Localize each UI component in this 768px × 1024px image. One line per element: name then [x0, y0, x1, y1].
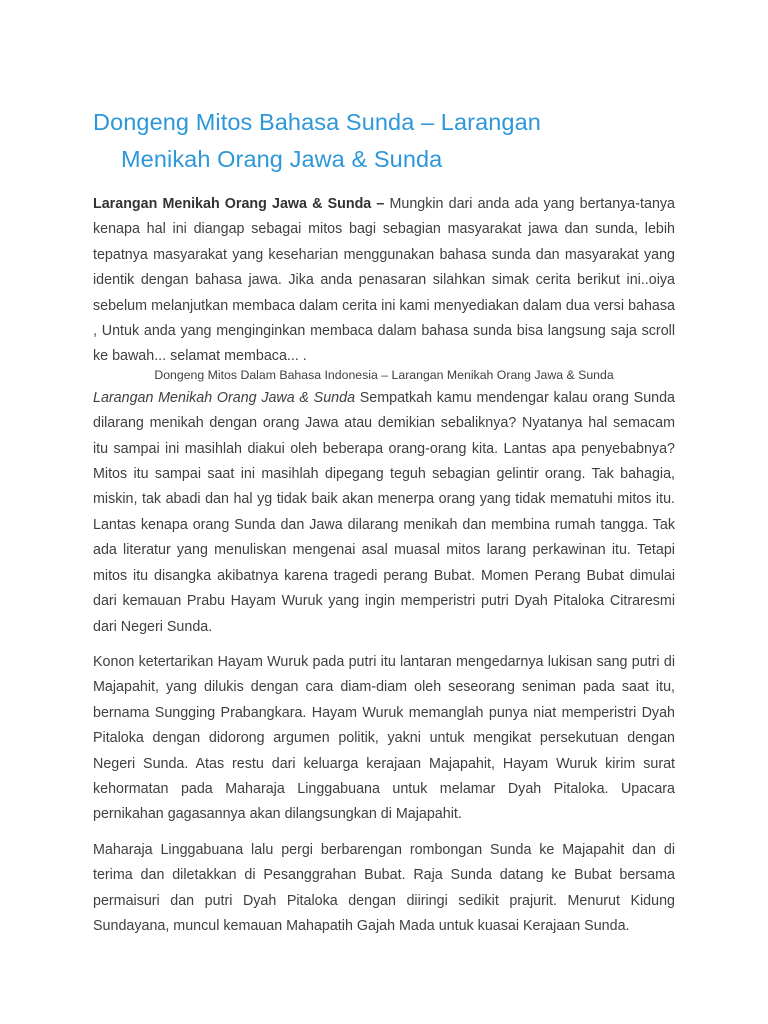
paragraph-3: Maharaja Linggabuana lalu pergi berbarengan rombongan Sunda ke Majapahit dan di terima dan diletakkan di Pesanggrahan Bubat. Raja Sunda datang ke Bubat bersama permaisuri dan putri Dyah Pitaloka dengan diiringi sedikit prajurit. Menurut Kidung Sundayana, muncul kemauan Mahapatih Gajah Mada untuk kuasai Kerajaan Sunda.: [93, 841, 675, 934]
paragraph-1: [93, 386, 675, 640]
title-line-1: Dongeng Mitos Bahasa Sunda – Larangan: [93, 109, 541, 135]
paragraph-1-text: Sempatkah kamu mendengar kalau orang Sunda dilarang menikah dengan orang Jawa atau demikian sebaliknya? Nyatanya hal semacam itu sampai ini masihlah diakui oleh beberapa orang-orang kita. Lantas apa penyebabnya? Mitos itu sampai saat ini masihlah dipegang teguh sebagian gelintir orang. Tak bahagia, miskin, tak abadi dan hal yg tidak baik akan menerpa orang yang tidak mematuhi mitos itu. Lantas kenapa orang Sunda dan Jawa dilarang menikah dan membina rumah tangga. Tak ada literatur yang menuliskan mengenai asal muasal mitos larang perkawinan itu. Tetapi mitos itu disangka akibatnya karena tragedi perang Bubat. Momen Perang Bubat dimulai dari kemauan Prabu Hayam Wuruk yang ingin memperistri putri Dyah Pitaloka Citraresmi dari Negeri Sunda.: [93, 389, 675, 635]
title-line-2: Menikah Orang Jawa & Sunda: [121, 146, 443, 172]
paragraph-1-lead: Larangan Menikah Orang Jawa & Sunda: [93, 389, 356, 406]
intro-paragraph: [93, 192, 675, 370]
article: [93, 104, 675, 939]
article-title: [93, 104, 675, 178]
intro-lead: Larangan Menikah Orang Jawa & Sunda –: [93, 196, 385, 212]
paragraph-2: Konon ketertarikan Hayam Wuruk pada putri itu lantaran mengedarnya lukisan sang putri di Majapahit, yang dilukis dengan cara diam-diam oleh seseorang seniman pada saat itu, bernama Sungging Prabangkara. Hayam Wuruk memanglah punya niat memperistri Dyah Pitaloka dengan didorong argumen politik, yakni untuk mengikat persekutuan dengan Negeri Sunda. Atas restu dari keluarga kerajaan Majapahit, Hayam Wuruk kirim surat kehormatan pada Maharaja Linggabuana untuk melamar Dyah Pitaloka. Upacara pernikahan gagasannya akan dilangsungkan di Majapahit.: [93, 653, 675, 823]
section-subheading: Dongeng Mitos Dalam Bahasa Indonesia – Larangan Menikah Orang Jawa & Sunda: [154, 367, 614, 382]
intro-text: Mungkin dari anda ada yang bertanya-tanya kenapa hal ini diangap sebagai mitos bagi sebagian masyarakat jawa dan sunda, lebih tepatnya masyarakat yang keseharian menggunakan bahasa sunda dan masyarakat yang identik dengan bahasa jawa. Jika anda penasaran silahkan simak cerita berikut ini..oiya sebelum melanjutkan membaca dalam cerita ini kami menyediakan dalam dua versi bahasa , Untuk anda yang menginginkan membaca dalam bahasa sunda bisa langsung saja scroll ke bawah... selamat membaca... .: [93, 196, 675, 365]
